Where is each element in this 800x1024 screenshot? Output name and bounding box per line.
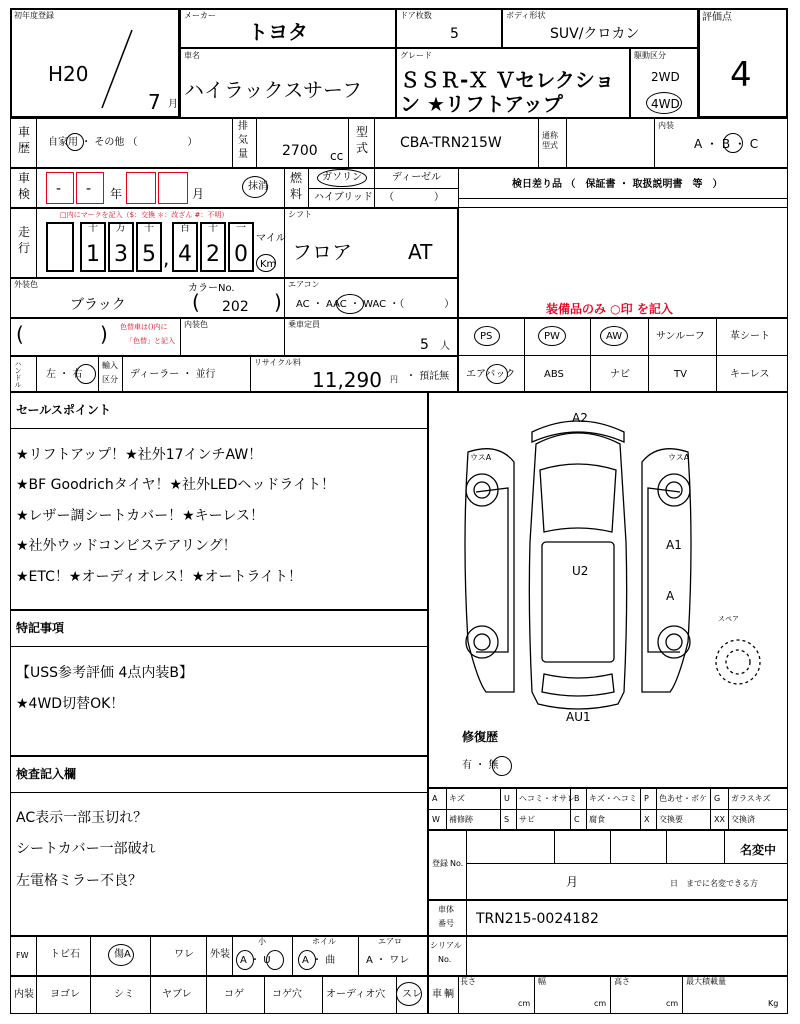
color-no-close: ) <box>274 290 282 314</box>
divider <box>610 830 611 863</box>
import-label-2: 区分 <box>102 375 118 384</box>
divider <box>654 118 655 168</box>
width-unit: cm <box>594 999 607 1008</box>
sales-line-5: ★ETC！★オーディオレス！★オートライト！ <box>16 569 303 585</box>
int-burn-hole: コゲ穴 <box>272 989 302 1000</box>
import-label-1: 輸入 <box>102 361 118 370</box>
damage-rear: AU1 <box>566 710 591 724</box>
mileage-comma: , <box>163 246 170 270</box>
gasoline-circle <box>317 169 367 187</box>
length-label: 長さ <box>460 977 476 986</box>
sales-line-1: ★リフトアップ！★社外17インチAW！ <box>16 447 263 463</box>
month-char: 月 <box>192 187 205 201</box>
repair-history-label: 修復歴 <box>462 730 499 744</box>
legend-description: サビ <box>519 815 535 824</box>
divider <box>36 118 37 168</box>
divider <box>710 788 711 809</box>
divider <box>728 809 729 830</box>
history-label-1: 車 <box>18 125 31 139</box>
damage-right-a: A <box>666 589 675 603</box>
deleted-circle <box>242 176 268 198</box>
weight-unit: Kg <box>768 999 779 1008</box>
equip-aw: AW <box>606 331 623 342</box>
damage-roof: U2 <box>572 564 589 578</box>
legend-description: ヘコミ・オサレ <box>519 794 575 803</box>
capacity-label: 乗車定員 <box>288 320 320 329</box>
fw-scratch: 傷A <box>114 949 131 960</box>
legend-code: U <box>504 794 510 803</box>
fuel-gasoline: ガソリン <box>322 172 362 183</box>
wheel-value: A ・ 曲 <box>302 955 336 966</box>
serial-label-1: シリアル <box>430 941 462 950</box>
mileage-digit-6: 0 <box>234 242 248 267</box>
spare-label: スペア <box>718 615 739 623</box>
divider <box>10 792 428 793</box>
included-docs-box <box>458 168 788 318</box>
dim-label-2: 輌 <box>444 989 454 1000</box>
divider <box>524 318 525 392</box>
divider <box>36 208 37 278</box>
score-value: 4 <box>730 55 752 95</box>
int-stain: シミ <box>114 989 134 1000</box>
legend-code: X <box>644 815 650 824</box>
damage-right: ウスA <box>668 453 690 462</box>
int-color-row <box>10 318 458 356</box>
legend-description: 交換済 <box>731 815 755 824</box>
divider <box>36 168 37 208</box>
drive-4wd-circle <box>646 92 682 114</box>
drive-label: 駆動区分 <box>634 51 666 60</box>
registration-label-2: No. <box>450 859 464 868</box>
divider <box>590 318 591 392</box>
divider <box>264 976 265 1014</box>
ext-color-label: 外装色 <box>14 280 38 289</box>
divider <box>500 788 501 809</box>
divider <box>656 788 657 809</box>
wheel-label: ホイル <box>312 937 336 946</box>
vin-label-1: 車体 <box>438 905 454 914</box>
height-label: 高さ <box>614 977 630 986</box>
disp-label-1: 排 <box>238 121 248 132</box>
sales-line-3: ★レザー調シートカバー！★キーレス！ <box>16 508 264 524</box>
divider <box>90 976 91 1014</box>
divider <box>150 976 151 1014</box>
interior-grades: A ・ B ・ C <box>694 137 759 151</box>
inspection-notes-title: 検査記入欄 <box>16 767 77 781</box>
aero-label: エアロ <box>378 937 402 946</box>
mileage-digit-2: 3 <box>114 242 128 267</box>
divider <box>728 788 729 809</box>
maker-value: トヨタ <box>248 20 308 44</box>
inspection-dash-2: - <box>86 181 92 197</box>
km-label: Km <box>260 259 277 270</box>
divider <box>256 118 257 168</box>
equip-aw-circle <box>600 326 628 346</box>
equip-airbag: エアバック <box>466 369 516 380</box>
handle-value: 左 ・ 右 <box>46 369 83 380</box>
divider <box>586 809 587 830</box>
legend-description: キズ・ヘコミ <box>589 794 637 803</box>
fw-scratch-circle <box>108 944 134 966</box>
sales-line-2: ★BF Goodrichタイヤ！★社外LEDヘッドライト！ <box>16 477 336 493</box>
equip-navi: ナビ <box>610 369 630 380</box>
type-label-1: 型 <box>356 125 369 139</box>
legend-code: A <box>432 794 438 803</box>
equip-ps: PS <box>480 331 493 342</box>
divider <box>90 936 91 976</box>
legend-code: XX <box>714 815 725 824</box>
inspection-dash-1: - <box>56 181 62 197</box>
registration-day-note: 日 までに名変できる方 <box>670 879 758 888</box>
mileage-unit-5: 十 <box>208 223 218 234</box>
divider <box>10 428 428 429</box>
divider <box>374 168 375 208</box>
handle-label: ハンドル <box>14 360 22 388</box>
divider <box>516 809 517 830</box>
divider <box>458 198 788 199</box>
int-audio-hole: オーディオ穴 <box>326 989 386 1000</box>
recycle-note: ・ 預託無 <box>406 371 450 382</box>
divider <box>180 318 181 356</box>
divider <box>308 188 458 189</box>
sales-line-4: ★社外ウッドコンビステアリング！ <box>16 538 237 554</box>
equip-airbag-circle <box>486 364 508 384</box>
divider <box>428 809 788 810</box>
height-unit: cm <box>666 999 679 1008</box>
small-value: A ・ U <box>240 955 271 966</box>
common-type-label-2: 型式 <box>542 141 558 150</box>
equip-sunroof: サンルーフ <box>656 331 705 342</box>
equip-pw: PW <box>544 331 560 342</box>
equip-leather: 革シート <box>730 331 770 342</box>
divider <box>656 809 657 830</box>
legend-code: B <box>574 794 580 803</box>
mileage-digit-5: 2 <box>206 242 220 267</box>
fw-label: FW <box>16 951 29 960</box>
special-notes-box <box>10 610 428 756</box>
inspection-label-1: 車 <box>18 171 31 185</box>
divider <box>322 976 323 1014</box>
inspection-line-3: 左電格ミラー不良？ <box>16 873 142 889</box>
shift-value: フロア <box>292 240 352 264</box>
model-name: ハイラックスサーフ <box>184 78 362 102</box>
divider <box>610 976 611 1014</box>
equipment-header: 装備品のみ ○印 を記入 <box>546 302 673 316</box>
mileage-label-2: 行 <box>18 241 31 255</box>
dim-label-1: 車 <box>432 989 442 1000</box>
vin-label-2: 番号 <box>438 919 454 928</box>
divider <box>570 809 571 830</box>
recycle-fee: 11,290 <box>312 368 382 392</box>
disp-label-2: 気 <box>238 135 248 146</box>
length-unit: cm <box>518 999 531 1008</box>
width-label: 幅 <box>538 977 546 986</box>
weight-label: 最大積載量 <box>686 977 726 986</box>
damage-right-a1: A1 <box>666 538 682 552</box>
maker-label: メーカー <box>184 11 216 20</box>
legend-code: P <box>644 794 649 803</box>
divider <box>648 318 649 392</box>
displacement-unit: cc <box>330 149 344 163</box>
color-no-open: ( <box>192 290 200 314</box>
shift-label: シフト <box>288 210 312 219</box>
legend-description: 腐食 <box>589 815 605 824</box>
model-label: 車名 <box>184 51 200 60</box>
first-reg-year: H20 <box>48 62 89 86</box>
private-use-circle <box>66 133 84 151</box>
equip-abs: ABS <box>544 369 564 380</box>
common-type-label-1: 通称 <box>542 131 558 140</box>
km-circle <box>256 254 276 272</box>
small-u-circle <box>266 950 284 970</box>
mileage-unit-2: 万 <box>116 223 126 234</box>
equip-keyless: キーレス <box>730 369 770 380</box>
divider <box>458 355 788 356</box>
color-change-open: ( <box>16 322 24 346</box>
mileage-digit-3: 5 <box>142 242 156 267</box>
color-change-note-1: 色替車は()内に <box>120 323 168 331</box>
inspection-line-1: AC表示一部玉切れ？ <box>16 810 148 826</box>
inspection-label-2: 検 <box>18 187 31 201</box>
divider <box>122 356 123 392</box>
mileage-unit-1: 十 <box>88 223 98 234</box>
grade-line2: ン ★リフトアップ <box>400 92 563 116</box>
divider <box>500 809 501 830</box>
history-value: 自家用 ・ その他 （ ） <box>48 137 198 148</box>
legend-description: ガラスキズ <box>731 794 771 803</box>
repair-none-circle <box>492 756 512 776</box>
disp-label-3: 量 <box>238 149 248 160</box>
divider <box>232 936 233 976</box>
mile-label: マイル <box>256 233 286 244</box>
legend-description: キズ <box>449 794 465 803</box>
legend-code: C <box>574 815 580 824</box>
equip-pw-circle <box>538 326 566 346</box>
small-a-circle <box>236 950 254 970</box>
divider <box>10 646 428 647</box>
capacity-unit: 人 <box>440 341 450 352</box>
int-color-label: 内装色 <box>184 320 208 329</box>
interior-b-circle <box>723 133 743 153</box>
equip-ps-circle <box>474 326 500 346</box>
divider <box>466 830 467 900</box>
body-label: ボディ形状 <box>506 11 546 20</box>
divider <box>466 863 788 864</box>
divider <box>466 936 467 976</box>
divider <box>446 788 447 809</box>
first-reg-label: 初年度登録 <box>14 11 54 20</box>
car-diagram <box>428 392 788 788</box>
drive-2wd: 2WD <box>651 70 680 84</box>
dimensions-box <box>428 976 788 1014</box>
name-change-status: 名変中 <box>740 843 777 857</box>
divider <box>284 168 285 208</box>
recycle-label: リサイクル料 <box>254 358 301 367</box>
divider <box>710 809 711 830</box>
included-docs: 検日差り品 （ 保証書 ・ 取扱説明書 等 ） <box>512 179 723 190</box>
divider <box>682 976 683 1014</box>
color-change-close: ) <box>100 322 108 346</box>
divider <box>446 809 447 830</box>
int-wear: スレ <box>402 989 422 1000</box>
ext-label: 外装 <box>210 949 230 960</box>
divider <box>516 788 517 809</box>
auction-sheet <box>10 8 788 1014</box>
handle-right-circle <box>76 364 96 384</box>
import-value: ディーラー ・ 並行 <box>130 369 216 380</box>
int-dirt: ヨゴレ <box>50 989 80 1000</box>
mileage-note: □内にマークを記入（$：交換 ＊：改ざん #：不明） <box>60 211 229 219</box>
divider <box>284 208 285 278</box>
fuel-hybrid: ハイブリッド <box>314 192 373 203</box>
special-line-1: 【USS参考評価 4点内装B】 <box>16 665 193 681</box>
legend-code: W <box>432 815 440 824</box>
repair-history-value: 有 ・ 無 <box>462 760 499 771</box>
doors-value: 5 <box>450 26 459 42</box>
special-line-2: ★4WD切替OK！ <box>16 696 125 712</box>
legend-code: S <box>504 815 510 824</box>
int-tear: ヤブレ <box>162 989 192 1000</box>
fw-crack: ワレ <box>174 949 194 960</box>
doors-label: ドア枚数 <box>400 11 432 20</box>
divider <box>534 976 535 1014</box>
divider <box>716 318 717 392</box>
damage-front: A2 <box>572 411 588 425</box>
ac-label: エアコン <box>288 280 320 289</box>
legend-description: 補修跡 <box>449 815 473 824</box>
aac-circle <box>336 294 364 314</box>
inspection-month-box-1 <box>126 172 156 204</box>
int-burn: コゲ <box>224 989 244 1000</box>
fw-chip: トビ石 <box>50 949 80 960</box>
mileage-digit-4: 4 <box>178 242 192 267</box>
damage-left: ウスA <box>470 453 492 462</box>
transmission-value: AT <box>408 240 433 264</box>
fuel-other: （ ） <box>384 192 444 203</box>
divider <box>98 356 99 392</box>
divider <box>292 936 293 976</box>
mileage-unit-6: 一 <box>236 223 246 234</box>
divider <box>206 936 207 976</box>
legend-code: G <box>714 794 721 803</box>
sales-points-title: セールスポイント <box>16 403 111 417</box>
year-char: 年 <box>110 187 123 201</box>
divider <box>36 936 37 976</box>
ext-color-value: ブラック <box>70 297 126 313</box>
inspection-month-box-2 <box>158 172 188 204</box>
vin-value: TRN215-0024182 <box>476 911 599 927</box>
int-wear-circle <box>396 982 422 1006</box>
score-label: 評価点 <box>702 12 732 23</box>
divider <box>36 356 37 392</box>
divider <box>284 278 285 318</box>
type-label-2: 式 <box>356 141 369 155</box>
mileage-unit-3: 千 <box>144 223 154 234</box>
inspection-line-2: シートカバー一部破れ <box>16 841 156 857</box>
registration-box <box>428 830 788 900</box>
serial-label-2: No. <box>438 955 452 964</box>
fuel-diesel: ディーゼル <box>392 172 441 183</box>
serial-box <box>428 936 788 976</box>
divider <box>566 118 567 168</box>
interior-label: 内装 <box>658 121 674 130</box>
drive-4wd: 4WD <box>651 97 680 111</box>
color-change-note-2: 「色替」と記入 <box>126 337 175 345</box>
divider <box>640 809 641 830</box>
body-value: SUV/クロカン <box>550 26 640 42</box>
equip-tv: TV <box>674 369 687 380</box>
divider <box>640 788 641 809</box>
divider <box>206 976 207 1014</box>
aero-value: A ・ ワレ <box>366 955 410 966</box>
wheel-a-circle <box>298 950 316 970</box>
divider <box>666 830 667 863</box>
ac-value: AC ・ AAC ・ WAC ・（ ） <box>296 299 455 310</box>
displacement-value: 2700 <box>282 143 318 159</box>
divider <box>284 318 285 356</box>
legend-description: 交換要 <box>659 815 683 824</box>
month-suffix: 月 <box>168 99 178 110</box>
history-label-2: 歴 <box>18 141 31 155</box>
divider <box>554 830 555 863</box>
fuel-label-1: 燃 <box>290 171 303 185</box>
divider <box>250 356 251 392</box>
legend-description: 色あせ・ボケ <box>659 794 707 803</box>
divider <box>232 118 233 168</box>
special-notes-title: 特記事項 <box>16 621 65 635</box>
first-reg-month: 7 <box>148 90 161 114</box>
small-label: 小 <box>258 937 266 946</box>
int-row-label: 内装 <box>14 989 34 1000</box>
registration-month: 月 <box>566 875 579 889</box>
mileage-leading-box <box>46 222 74 272</box>
mileage-label-1: 走 <box>18 225 31 239</box>
divider <box>150 936 151 976</box>
divider <box>586 788 587 809</box>
divider <box>570 788 571 809</box>
divider <box>358 936 359 976</box>
type-value: CBA-TRN215W <box>400 135 502 151</box>
recycle-unit: 円 <box>390 375 398 384</box>
color-no-value: 202 <box>222 299 249 315</box>
divider <box>36 976 37 1014</box>
divider <box>374 118 375 168</box>
divider <box>466 900 467 936</box>
divider <box>538 118 539 168</box>
fuel-label-2: 料 <box>290 187 303 201</box>
grade-line1: ＳＳＲ-Ｘ Ｖセレクショ <box>400 68 615 92</box>
color-no-label: カラーNo. <box>188 283 235 294</box>
divider <box>348 118 349 168</box>
mileage-digit-1: 1 <box>86 242 100 267</box>
grade-label: グレード <box>400 51 432 60</box>
divider <box>458 976 459 1014</box>
capacity-value: 5 <box>420 337 429 353</box>
registration-label-1: 登録 <box>432 859 448 868</box>
deleted-option: 抹消 <box>248 181 268 192</box>
mileage-unit-4: 百 <box>180 223 190 234</box>
divider <box>724 830 725 863</box>
